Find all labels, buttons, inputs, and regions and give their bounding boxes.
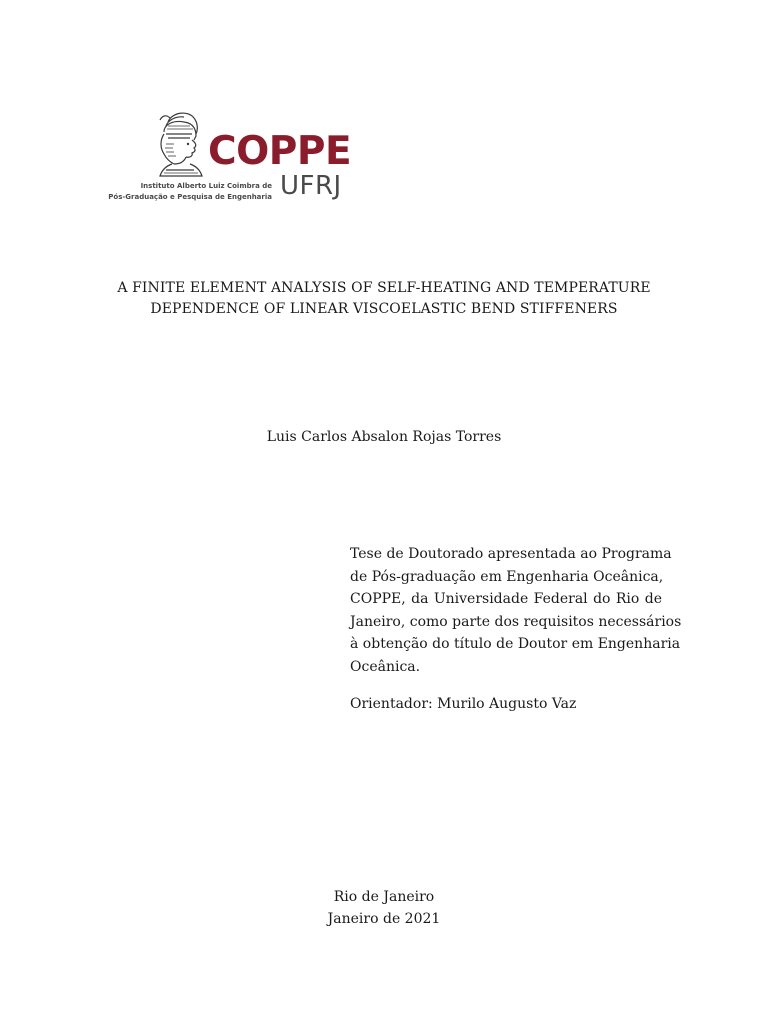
description-line: Janeiro, como parte dos requisitos necessários	[350, 613, 682, 630]
place-and-date	[0, 886, 768, 930]
description-line: de Pós-graduação em Engenharia Oceânica,	[350, 568, 664, 585]
coppe-ufrj-logo	[108, 108, 358, 204]
logo-institute-name	[108, 181, 272, 203]
advisor: Orientador: Murilo Augusto Vaz	[350, 696, 577, 712]
thesis-title-line1: A FINITE ELEMENT ANALYSIS OF SELF-HEATING AND TEMPERATURE	[117, 280, 651, 296]
logo-institute-line2: Pós-Graduação e Pesquisa de Engenharia	[108, 193, 272, 201]
description-line: COPPE, da Universidade Federal do Rio de	[350, 591, 662, 607]
thesis-description	[350, 543, 682, 678]
logo-ufrj-text: UFRJ	[280, 171, 342, 201]
thesis-title-line2: DEPENDENCE OF LINEAR VISCOELASTIC BEND STIFFENERS	[150, 301, 618, 317]
description-line: Oceânica.	[350, 658, 421, 675]
logo-coppe-text: COPPE	[208, 129, 352, 174]
logo-institute-line1: Instituto Alberto Luiz Coimbra de	[140, 182, 272, 190]
description-line: à obtenção do título de Doutor em Engenharia	[350, 636, 681, 652]
helmeted-head-emblem-icon	[154, 110, 208, 178]
description-line: Tese de Doutorado apresentada ao Programa	[350, 546, 672, 562]
author-name: Luis Carlos Absalon Rojas Torres	[266, 429, 502, 445]
place: Rio de Janeiro	[333, 889, 435, 905]
date: Janeiro de 2021	[327, 911, 441, 927]
thesis-title	[84, 278, 684, 320]
